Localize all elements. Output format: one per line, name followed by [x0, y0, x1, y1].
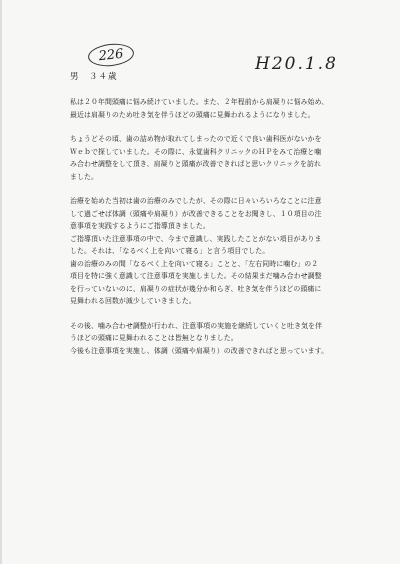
text-line: 歯の治療のみの間「なるべく上を向いて寝る」ことと、「左右同時に噛む」の２: [70, 259, 319, 268]
letter-body: [70, 96, 370, 369]
text-line: ご指導頂いた注意事項の中で、今まで意識し、実践したことがない項目がありま: [70, 234, 322, 243]
text-line: Ｗｅｂで探していました。その際に、永覚歯科クリニックのＨＰをみて治療と噛: [70, 147, 322, 156]
text-line: 意事項を実践するようにご指導頂きました。: [70, 222, 210, 230]
text-line: を行っていないのに、肩凝りの症状が幾分か和らぎ、吐き気を伴うほどの頭痛に: [70, 284, 322, 293]
paragraph-3: [70, 195, 370, 308]
text-line: した。それは、「なるべく上を向いて寝る」と言う項目でした。: [70, 247, 270, 255]
paragraph-2: [70, 133, 370, 183]
text-line: ちょうどその頃、歯の詰め物が取れてしまったので近くで良い歯科医がないかを: [70, 135, 322, 143]
text-line: 私は２０年間頭痛に悩み続けていました。また、２年程前から肩凝りに悩み始め、: [70, 98, 329, 106]
text-line: み合わせ調整をして頂き、肩凝りと頭痛が改善できればと思いクリニックを訪れ: [70, 160, 321, 168]
paragraph-4: [70, 320, 370, 358]
text-line: ました。: [70, 172, 98, 181]
patient-info: 男 ３４歳: [70, 72, 118, 82]
text-line: 最近は肩凝りのため吐き気を伴うほどの頭痛に見舞われるようになりました。: [70, 110, 315, 119]
paragraph-1: [70, 96, 370, 121]
text-line: して過ごせば体調（頭痛や肩凝り）が改善できることをお聞きし、１０項目の注: [70, 209, 322, 218]
text-line: 項目を特に強く意識して注意事項を実施しました。その結果まだ噛み合わせ調整: [70, 272, 322, 280]
handwritten-number: 226: [97, 46, 125, 64]
text-line: 治療を始めた当初は歯の治療のみでしたが、その際に日々いろいろなことに注意: [70, 197, 322, 205]
handwritten-date: H20.1.8: [255, 54, 338, 74]
scan-edge: [0, 0, 2, 564]
text-line: うほどの頭痛に見舞われることは皆無となりました。: [70, 334, 238, 342]
text-line: その後、噛み合わせ調整が行われ、注意事項の実施を継続していくと吐き気を伴: [70, 321, 323, 330]
handwritten-circled-number: [87, 42, 135, 69]
text-line: 見舞われる回数が減少していきました。: [70, 297, 196, 305]
text-line: 今後も注意事項を実施し、体調（頭痛や肩凝り）の改善できればと思っています。: [70, 346, 329, 355]
